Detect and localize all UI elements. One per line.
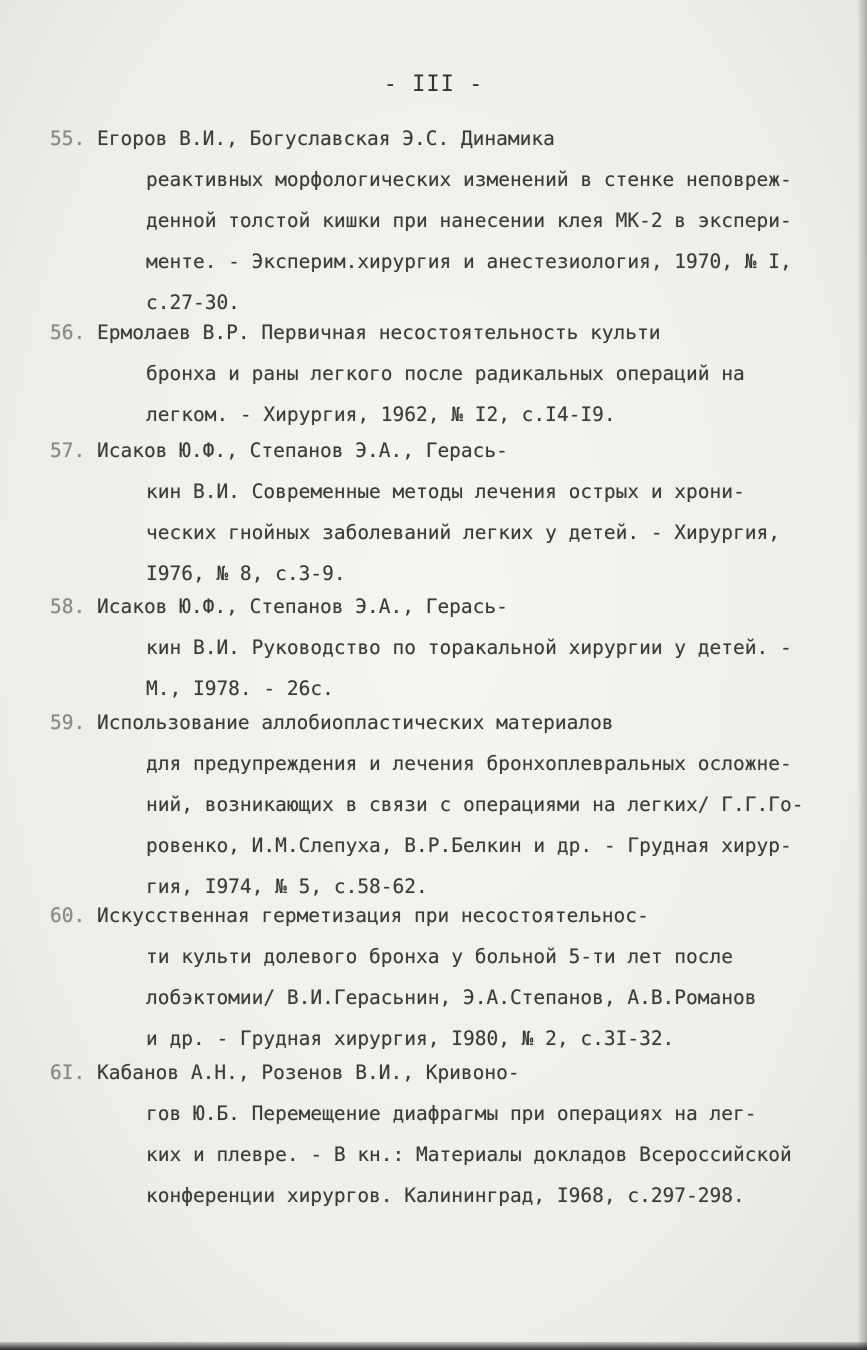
- entry-line: [50, 118, 840, 159]
- entry-line: ких и плевре. - В кн.: Материалы докладов Всероссийской: [146, 1143, 792, 1166]
- entry-line: гия, I974, № 5, с.58-62.: [146, 875, 428, 898]
- entry-number: 58.: [50, 595, 86, 618]
- bibliography-entry-55: [50, 118, 840, 323]
- entry-number: 57.: [50, 439, 86, 462]
- entry-line: лобэктомии/ В.И.Герасьнин, Э.А.Степанов, А.В.Романов: [146, 986, 757, 1009]
- entry-line-text: Ермолаев В.Р. Первичная несостоятельность культи: [96, 321, 661, 344]
- entry-line-text: Кабанов А.Н., Розенов В.И., Кривоно-: [96, 1061, 520, 1084]
- entry-line: М., I978. - 26с.: [146, 677, 334, 700]
- bibliography-entry-56: [50, 312, 840, 435]
- entry-line: [50, 312, 840, 353]
- entry-line: [50, 895, 840, 936]
- entry-line: и др. - Грудная хирургия, I980, № 2, с.3I-32.: [146, 1027, 675, 1050]
- entry-line: реактивных морфологических изменений в стенке неповреж-: [146, 168, 792, 191]
- entry-line-text: Искусственная герметизация при несостоятельнос-: [96, 904, 649, 927]
- entry-line: для предупреждения и лечения бронхоплевральных осложне-: [146, 752, 792, 775]
- bibliography-entry-61: [50, 1052, 840, 1216]
- entry-line: ческих гнойных заболеваний легких у детей. - Хирургия,: [146, 521, 780, 544]
- entry-line-text: Егоров В.И., Богуславская Э.С. Динамика: [96, 127, 555, 150]
- entry-line: легком. - Хирургия, 1962, № I2, с.I4-I9.: [146, 403, 616, 426]
- bibliography-entry-57: [50, 430, 840, 594]
- bibliography-entry-60: [50, 895, 840, 1059]
- entry-line: [50, 586, 840, 627]
- entry-number: 60.: [50, 904, 86, 927]
- entry-number: 6I.: [50, 1061, 86, 1084]
- entry-line: ти культи долевого бронха у больной 5-ти лет после: [146, 945, 733, 968]
- entry-line: кин В.И. Современные методы лечения острых и хрони-: [146, 480, 745, 503]
- entry-line: кин В.И. Руководство по торакальной хирургии у детей. -: [146, 636, 792, 659]
- entry-line: менте. - Эксперим.хирургия и анестезиология, 1970, № I,: [146, 250, 792, 273]
- bibliography-entry-59: [50, 702, 840, 907]
- scan-right-edge-shadow: [857, 0, 867, 1350]
- scan-bottom-edge: [0, 1342, 867, 1350]
- bibliography-entry-58: [50, 586, 840, 709]
- page-number: - III -: [383, 72, 484, 97]
- entry-line: ний, возникающих в связи с операциями на легких/ Г.Г.Го-: [146, 793, 804, 816]
- entry-line: денной толстой кишки при нанесении клея МК-2 в экспери-: [146, 209, 792, 232]
- entry-line-text: Исаков Ю.Ф., Степанов Э.А., Герась-: [96, 439, 508, 462]
- entry-line: бронха и раны легкого после радикальных операций на: [146, 362, 745, 385]
- entry-line: с.27-30.: [146, 291, 240, 314]
- entry-line: конференции хирургов. Калининград, I968, с.297-298.: [146, 1184, 745, 1207]
- entry-number: 56.: [50, 321, 86, 344]
- entry-line: [50, 702, 840, 743]
- entry-line: гов Ю.Б. Перемещение диафрагмы при операциях на лег-: [146, 1102, 757, 1125]
- entry-number: 55.: [50, 127, 86, 150]
- entry-number: 59.: [50, 711, 86, 734]
- entry-line: [50, 1052, 840, 1093]
- entry-line: I976, № 8, с.3-9.: [146, 562, 346, 585]
- entry-line: [50, 430, 840, 471]
- entry-line: ровенко, И.М.Слепуха, В.Р.Белкин и др. - Грудная хирур-: [146, 834, 792, 857]
- entry-line-text: Исаков Ю.Ф., Степанов Э.А., Герась-: [96, 595, 508, 618]
- entry-line-text: Использование аллобиопластических материалов: [96, 711, 614, 734]
